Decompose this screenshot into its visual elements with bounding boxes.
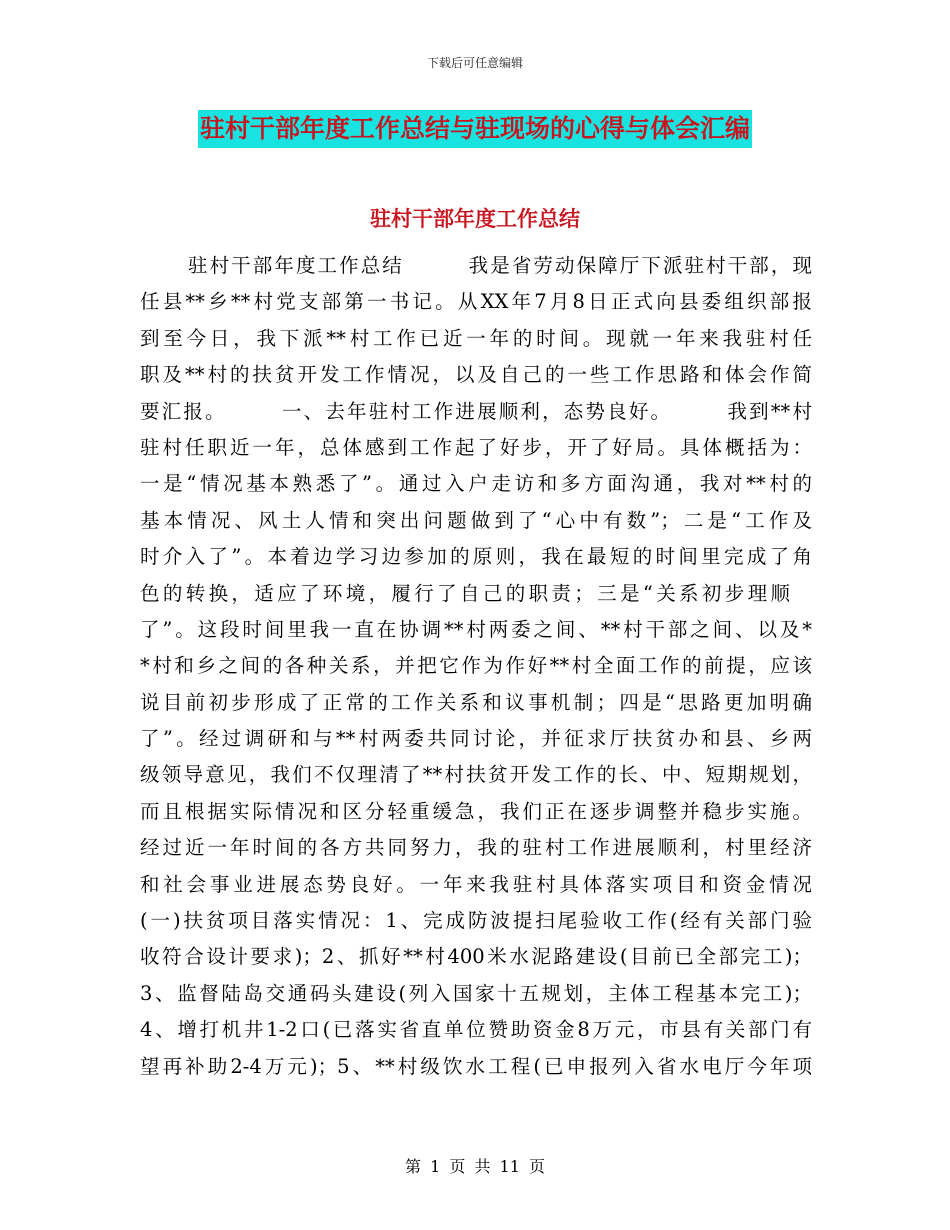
body-line: 职及**村的扶贫开发工作情况，以及自己的一些工作思路和体会作简: [140, 363, 812, 387]
body-line: 任县**乡**村党支部第一书记。从XX年7月8日正式向县委组织部报: [140, 290, 812, 314]
body-line: 收符合设计要求)；2、抓好**村400米水泥路建设(目前已全部完工)；: [140, 945, 812, 969]
body-text: [140, 248, 812, 1085]
body-line: 3、监督陆岛交通码头建设(列入国家十五规划，主体工程基本完工)；: [140, 981, 812, 1005]
body-line: 驻村任职近一年，总体感到工作起了好步，开了好局。具体概括为：: [140, 435, 812, 459]
body-line: 和社会事业进展态势良好。一年来我驻村具体落实项目和资金情况: [140, 872, 812, 896]
body-line: 要汇报。 一、去年驻村工作进展顺利，态势良好。 我到**村: [140, 399, 812, 423]
body-line: 说目前初步形成了正常的工作关系和议事机制；四是“思路更加明确: [140, 690, 812, 714]
section-title: 驻村干部年度工作总结: [370, 207, 580, 231]
body-line: (一)扶贫项目落实情况：1、完成防波提扫尾验收工作(经有关部门验: [140, 909, 812, 933]
body-line: 了”。经过调研和与**村两委共同讨论，并征求厅扶贫办和县、乡两: [140, 727, 812, 751]
body-line: 驻村干部年度工作总结 我是省劳动保障厅下派驻村干部，现: [188, 254, 812, 277]
body-line: 到至今日，我下派**村工作已近一年的时间。现就一年来我驻村任: [140, 326, 812, 350]
header-note: 下载后可任意编辑: [426, 56, 523, 70]
body-line: 级领导意见，我们不仅理清了**村扶贫开发工作的长、中、短期规划，: [140, 763, 812, 787]
body-line: 4、增打机井1-2口(已落实省直单位赞助资金8万元，市县有关部门有: [140, 1018, 812, 1042]
body-line: 时介入了”。本着边学习边参加的原则，我在最短的时间里完成了角: [140, 545, 812, 569]
body-line: 色的转换，适应了环境，履行了自己的职责；三是“关系初步理顺: [140, 581, 790, 605]
body-line: 一是“情况基本熟悉了”。通过入户走访和多方面沟通，我对**村的: [140, 472, 812, 496]
body-line: 了”。这段时间里我一直在协调**村两委之间、**村干部之间、以及*: [140, 617, 812, 641]
body-line: 经过近一年时间的各方共同努力，我的驻村工作进展顺利，村里经济: [140, 836, 812, 860]
body-line: 望再补助2-4万元)；5、**村级饮水工程(已申报列入省水电厅今年项: [140, 1054, 812, 1078]
body-line: 基本情况、风土人情和突出问题做到了“心中有数”；二是“工作及: [140, 508, 812, 532]
body-line: *村和乡之间的各种关系，并把它作为作好**村全面工作的前提，应该: [140, 654, 812, 678]
main-title: 驻村干部年度工作总结与驻现场的心得与体会汇编: [198, 110, 752, 148]
body-line: 而且根据实际情况和区分轻重缓急，我们正在逐步调整并稳步实施。: [140, 799, 812, 823]
page-footer: 第 1 页 共 11 页: [405, 1157, 545, 1176]
main-title-container: [0, 110, 950, 148]
